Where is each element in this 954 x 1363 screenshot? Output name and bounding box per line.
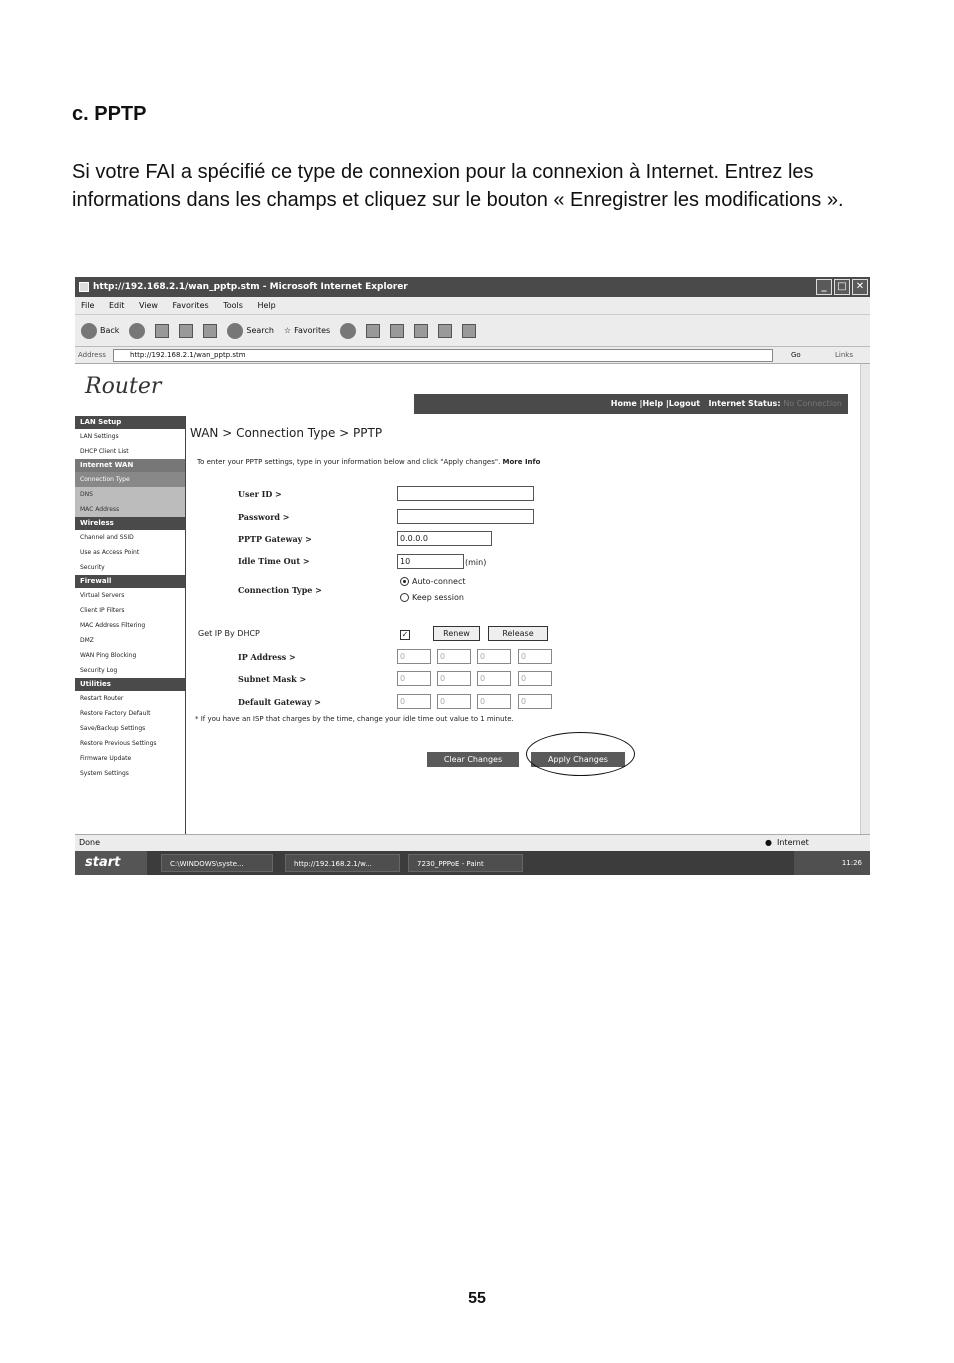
sidebar-item-system-settings[interactable]: System Settings [80, 770, 129, 777]
router-logo: Router [85, 374, 162, 399]
close-button[interactable]: ✕ [852, 279, 868, 295]
user-id-label: User ID > [238, 489, 282, 499]
menu-edit[interactable]: Edit [108, 301, 125, 310]
page-viewport [75, 364, 860, 834]
address-input[interactable]: http://192.168.2.1/wan_pptp.stm [113, 349, 773, 362]
sidebar-item-mac-filtering[interactable]: MAC Address Filtering [80, 622, 146, 629]
menu-favorites[interactable]: Favorites [172, 301, 209, 310]
more-info-link[interactable]: More Info [502, 458, 541, 466]
idle-unit: (min) [465, 558, 487, 567]
taskbar-item-cmd[interactable]: C:\WINDOWS\syste... [161, 854, 273, 872]
windows-taskbar [75, 851, 870, 875]
ip-octet-4[interactable]: 0 [518, 649, 552, 664]
window-titlebar [75, 277, 870, 297]
dhcp-label: Get IP By DHCP [198, 629, 260, 638]
browser-statusbar [75, 834, 870, 851]
window-title: http://192.168.2.1/wan_pptp.stm - Microsoft Internet Explorer [93, 282, 408, 292]
internet-status-value: No Connection [783, 399, 842, 408]
zone-label: Internet [777, 838, 809, 847]
sidebar-item-dhcp-client-list[interactable]: DHCP Client List [80, 448, 129, 455]
links-button[interactable]: Links [835, 351, 853, 359]
renew-button[interactable]: Renew [433, 626, 480, 641]
browser-toolbar [75, 315, 870, 347]
mask-octet-4[interactable]: 0 [518, 671, 552, 686]
sidebar-head-firewall: Firewall [75, 575, 185, 588]
history-icon[interactable] [340, 323, 356, 339]
sidebar-head-wireless: Wireless [75, 517, 185, 530]
minimize-button[interactable]: _ [816, 279, 832, 295]
intro-paragraph: Si votre FAI a spécifié ce type de connexion pour la connexion à Internet. Entrez les informations dans les champs et cliquez sur le bouton « Enregistrer les modifications ». [72, 161, 844, 211]
dgw-octet-1[interactable]: 0 [397, 694, 431, 709]
sidebar-item-lan-settings[interactable]: LAN Settings [80, 433, 119, 440]
auto-connect-option[interactable]: Auto-connect [400, 577, 466, 586]
refresh-icon[interactable] [179, 324, 193, 338]
mail-icon[interactable] [366, 324, 380, 338]
sidebar-item-mac-address[interactable]: MAC Address [75, 502, 185, 517]
isp-note: * If you have an ISP that charges by the time, change your idle time out value to 1 minute. [195, 715, 514, 723]
ip-octet-3[interactable]: 0 [477, 649, 511, 664]
password-label: Password > [238, 512, 290, 522]
edit-icon[interactable] [414, 324, 428, 338]
default-gateway-label: Default Gateway > [238, 697, 321, 707]
browser-screenshot [75, 277, 870, 875]
sidebar-head-utilities: Utilities [75, 678, 185, 691]
menu-bar [75, 297, 870, 315]
sidebar-head-lan: LAN Setup [75, 416, 185, 429]
clear-changes-button[interactable]: Clear Changes [427, 752, 519, 767]
dhcp-checkbox[interactable]: ✓ [401, 630, 409, 639]
page-title: WAN > Connection Type > PPTP [190, 426, 383, 440]
sidebar-item-dmz[interactable]: DMZ [80, 637, 94, 644]
sidebar-item-restore-previous[interactable]: Restore Previous Settings [80, 740, 157, 747]
ip-octet-2[interactable]: 0 [437, 649, 471, 664]
topnav-links[interactable]: Home |Help |Logout [610, 399, 701, 408]
mask-octet-1[interactable]: 0 [397, 671, 431, 686]
menu-help[interactable]: Help [257, 301, 276, 310]
auto-connect-radio[interactable] [400, 577, 409, 586]
ip-octet-1[interactable]: 0 [397, 649, 431, 664]
ie-icon [79, 282, 89, 292]
keep-session-option[interactable]: Keep session [400, 593, 464, 602]
mask-octet-3[interactable]: 0 [477, 671, 511, 686]
password-input[interactable] [397, 509, 534, 524]
sidebar-item-virtual-servers[interactable]: Virtual Servers [80, 592, 125, 599]
page-number: 55 [468, 1290, 486, 1307]
mask-octet-2[interactable]: 0 [437, 671, 471, 686]
pptp-gateway-input[interactable]: 0.0.0.0 [397, 531, 492, 546]
release-button[interactable]: Release [488, 626, 548, 641]
taskbar-item-paint[interactable]: 7230_PPPoE - Paint [408, 854, 523, 872]
start-button[interactable]: start [75, 851, 147, 875]
status-done: Done [79, 838, 101, 847]
connection-type-label: Connection Type > [238, 585, 322, 595]
home-icon[interactable] [203, 324, 217, 338]
idle-timeout-input[interactable]: 10 [397, 554, 464, 569]
discuss-icon[interactable] [438, 324, 452, 338]
sidebar-item-connection-type[interactable]: Connection Type [75, 472, 185, 487]
sidebar-head-wan: Internet WAN [75, 459, 185, 472]
globe-icon: ● [765, 838, 772, 847]
dgw-octet-2[interactable]: 0 [437, 694, 471, 709]
back-arrow-icon [81, 323, 97, 339]
sidebar-item-dns[interactable]: DNS [75, 487, 185, 502]
favorites-button[interactable]: ☆ Favorites [283, 326, 331, 335]
intro-text: To enter your PPTP settings, type in your information below and click "Apply changes". More Info [197, 458, 541, 466]
search-icon [227, 323, 243, 339]
system-clock: 11:26 [794, 851, 870, 875]
menu-tools[interactable]: Tools [223, 301, 243, 310]
forward-button[interactable] [129, 323, 145, 339]
star-icon: ☆ [283, 326, 292, 335]
router-sidebar [75, 416, 186, 834]
go-button[interactable]: Go [791, 351, 801, 359]
sidebar-item-security-log[interactable]: Security Log [80, 667, 118, 674]
dgw-octet-3[interactable]: 0 [477, 694, 511, 709]
menu-file[interactable]: File [81, 301, 95, 310]
sidebar-item-wan-ping[interactable]: WAN Ping Blocking [80, 652, 137, 659]
subnet-mask-label: Subnet Mask > [238, 674, 307, 684]
highlight-ellipse [526, 732, 635, 776]
sidebar-item-restart[interactable]: Restart Router [80, 695, 124, 702]
taskbar-item-ie[interactable]: http://192.168.2.1/w... [285, 854, 400, 872]
sidebar-item-backup[interactable]: Save/Backup Settings [80, 725, 146, 732]
sidebar-item-client-ip-filters[interactable]: Client IP Filters [80, 607, 125, 614]
maximize-button[interactable]: □ [834, 279, 850, 295]
idle-timeout-label: Idle Time Out > [238, 556, 310, 566]
address-label: Address [78, 351, 106, 359]
ip-address-label: IP Address > [238, 652, 296, 662]
sidebar-item-channel-ssid[interactable]: Channel and SSID [80, 534, 134, 541]
menu-view[interactable]: View [138, 301, 158, 310]
dgw-octet-4[interactable]: 0 [518, 694, 552, 709]
apply-changes-button[interactable]: Apply Changes [531, 752, 625, 767]
messenger-icon[interactable] [462, 324, 476, 338]
sidebar-item-access-point[interactable]: Use as Access Point [80, 549, 140, 556]
back-button[interactable]: Back [81, 323, 119, 339]
router-main [187, 416, 847, 834]
internet-status-label: Internet Status: [708, 399, 781, 408]
sidebar-item-factory-default[interactable]: Restore Factory Default [80, 710, 151, 717]
section-heading: c. PPTP [72, 103, 147, 125]
address-bar [75, 347, 870, 364]
stop-icon[interactable] [155, 324, 169, 338]
keep-session-radio[interactable] [400, 593, 409, 602]
vertical-scrollbar[interactable] [860, 364, 870, 834]
user-id-input[interactable] [397, 486, 534, 501]
pptp-gateway-label: PPTP Gateway > [238, 534, 312, 544]
print-icon[interactable] [390, 324, 404, 338]
sidebar-item-firmware[interactable]: Firmware Update [80, 755, 132, 762]
sidebar-item-security[interactable]: Security [80, 564, 105, 571]
router-topnav [414, 394, 848, 414]
search-button[interactable]: Search [227, 323, 273, 339]
